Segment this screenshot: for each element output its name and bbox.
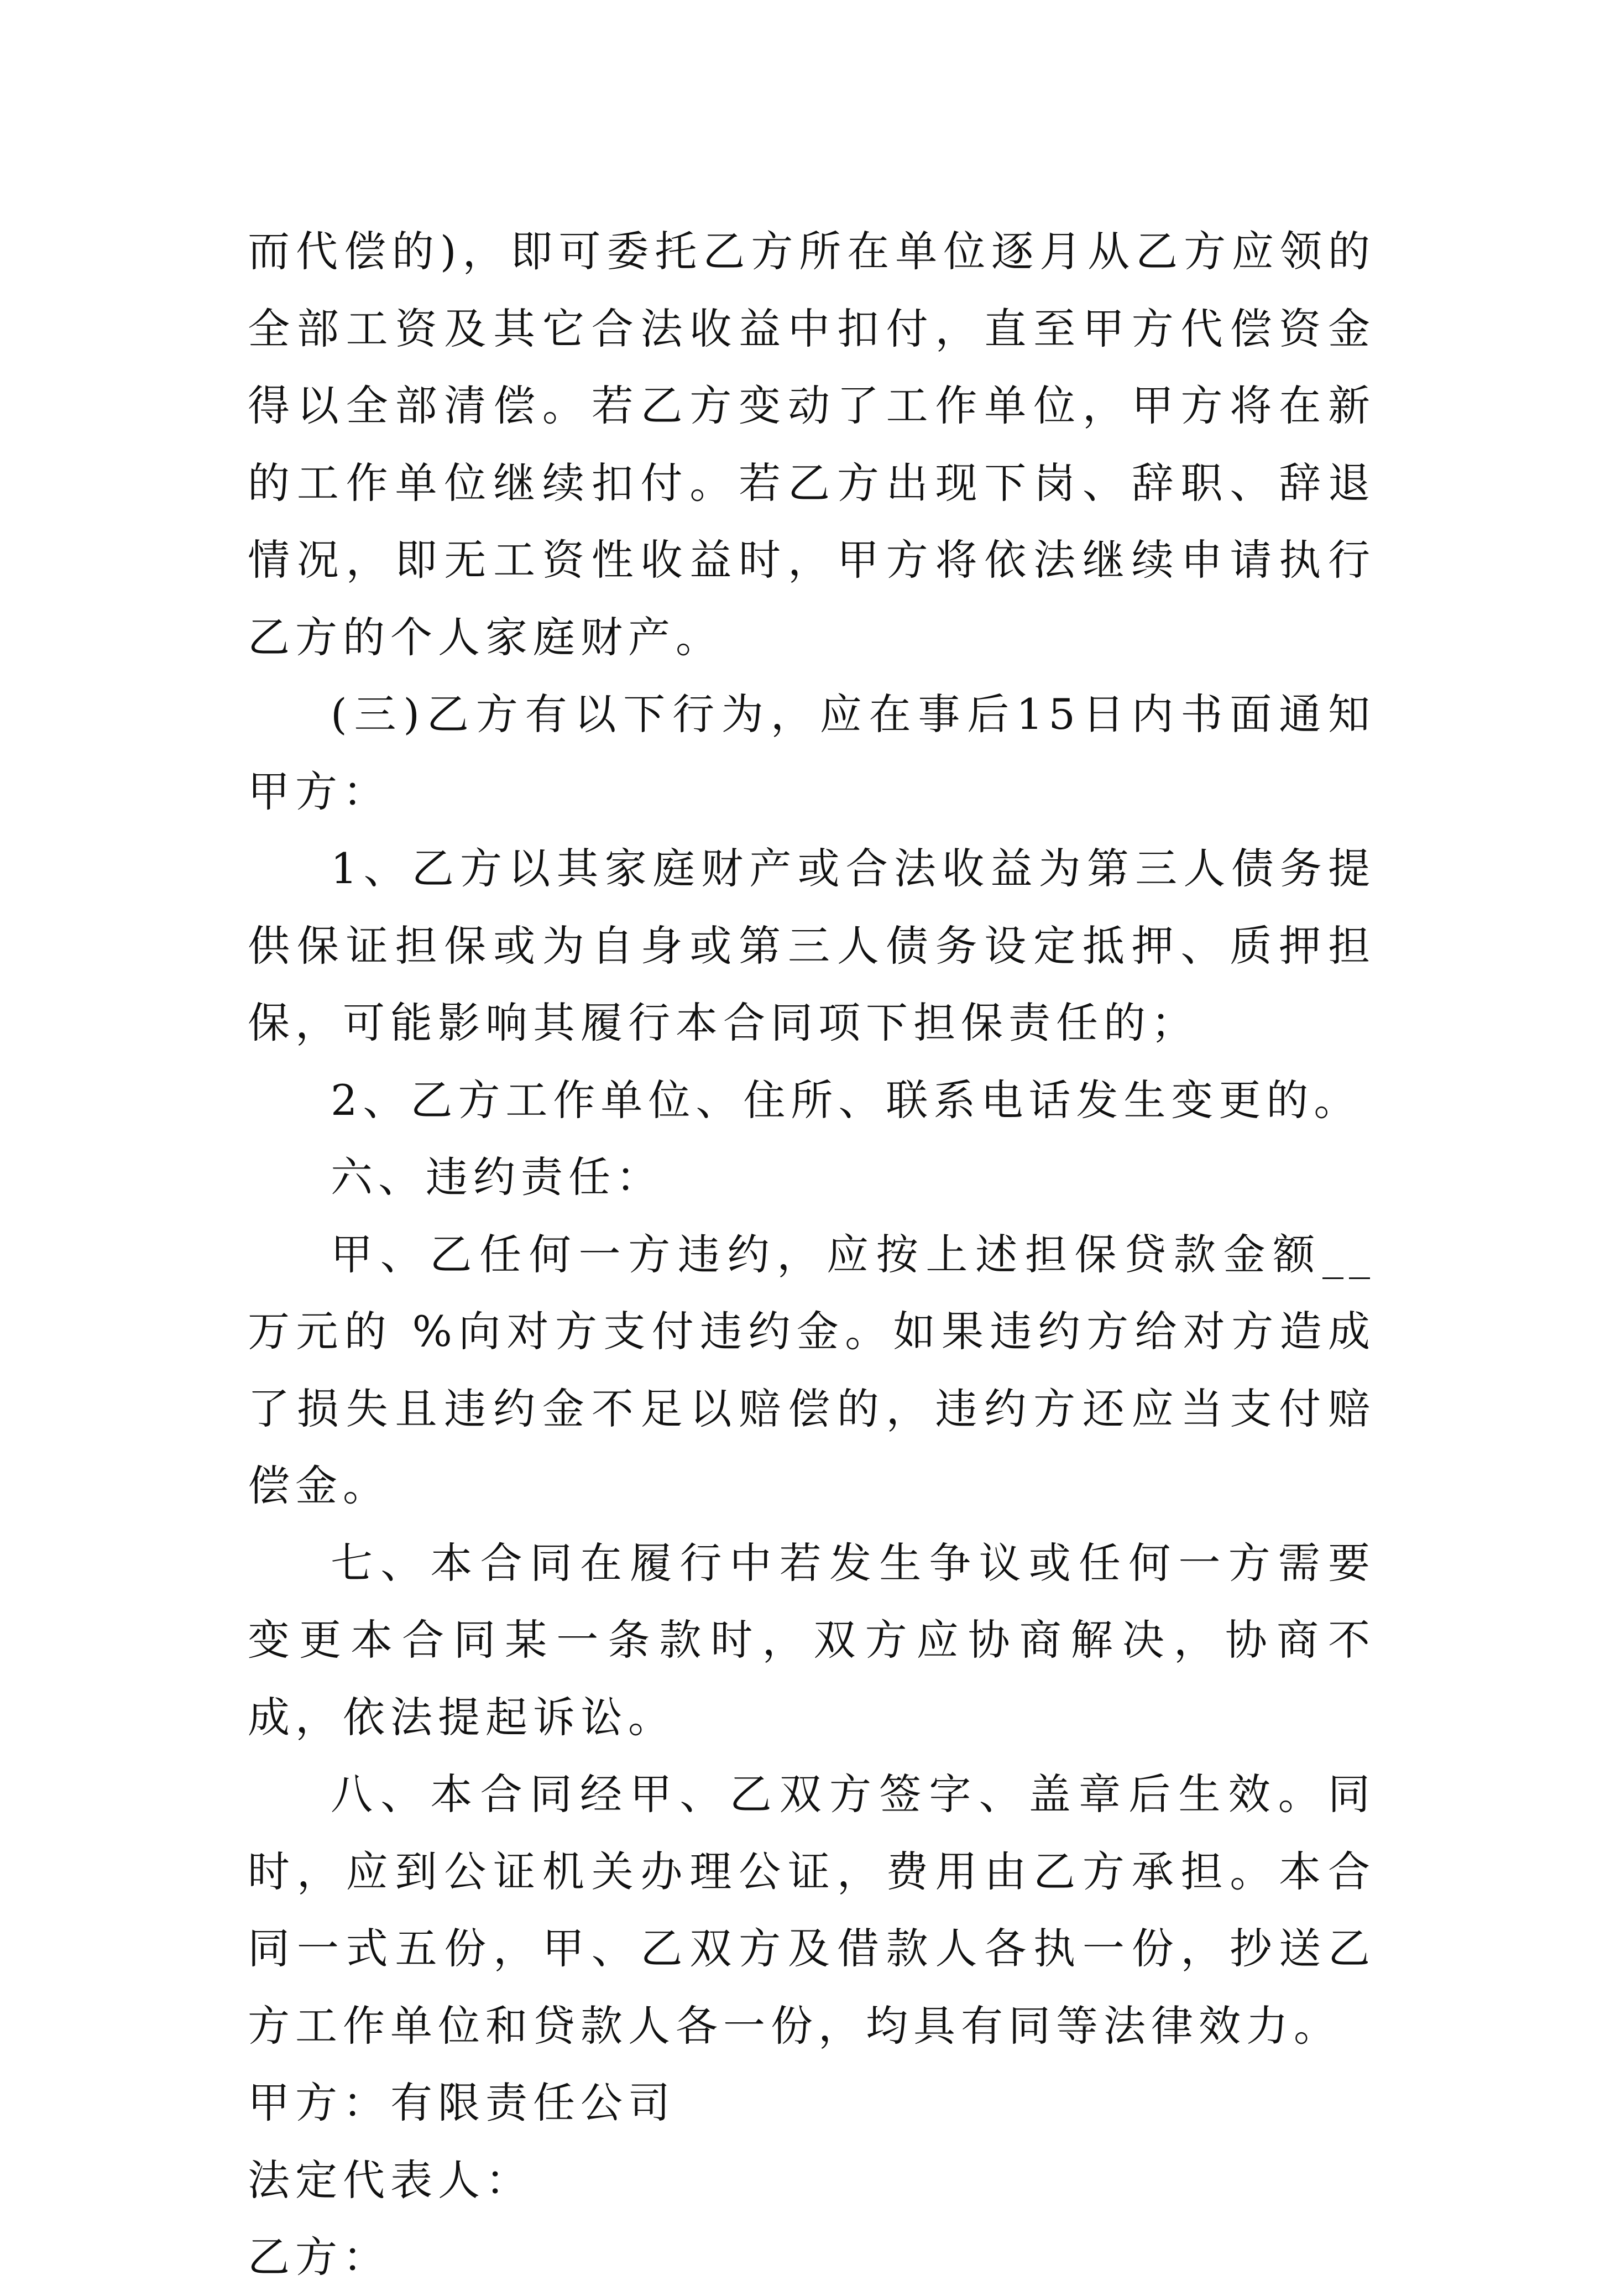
- signature-legal-representative: 法定代表人：: [248, 2155, 533, 2205]
- signature-party-b: 乙方：: [248, 2232, 390, 2282]
- paragraph-guarantee-deduction: 而代偿的)，即可委托乙方所在单位逐月从乙方应领的全部工资及其它合法收益中扣付，直至甲方代偿资金得以全部清偿。若乙方变动了工作单位，甲方将在新的工作单位继续扣付。若乙方出现下岗、辞职、辞退情况，即无工资性收益时，甲方将依法继续申请执行乙方的个人家庭财产。: [248, 227, 1376, 662]
- paragraph-item-1: 1、乙方以其家庭财产或合法收益为第三人债务提供保证担保或为自身或第三人债务设定抵押、质押担保，可能影响其履行本合同项下担保责任的；: [248, 844, 1376, 1047]
- paragraph-dispute: 七、本合同在履行中若发生争议或任何一方需要变更本合同某一条款时，双方应协商解决，协商不成，依法提起诉讼。: [248, 1538, 1376, 1742]
- paragraph-effectiveness: 八、本合同经甲、乙双方签字、盖章后生效。同时，应到公证机关办理公证，费用由乙方承担。本合同一式五份，甲、乙双方及借款人各执一份，抄送乙方工作单位和贷款人各一份，均具有同等法律效力。: [248, 1770, 1376, 2050]
- contract-body: [248, 213, 1376, 2296]
- paragraph-notify-obligation: (三)乙方有以下行为，应在事后15日内书面通知甲方：: [248, 690, 1376, 816]
- section-heading-breach: 六、违约责任：: [331, 1152, 663, 1202]
- paragraph-item-2: 2、乙方工作单位、住所、联系电话发生变更的。: [331, 1075, 1362, 1125]
- signature-party-a: 甲方：有限责任公司: [248, 2078, 676, 2127]
- paragraph-breach-penalty: 甲、乙任何一方违约，应按上述担保贷款金额__万元的 %向对方支付违约金。如果违约方给对方造成了损失且违约金不足以赔偿的，违约方还应当支付赔偿金。: [248, 1229, 1376, 1510]
